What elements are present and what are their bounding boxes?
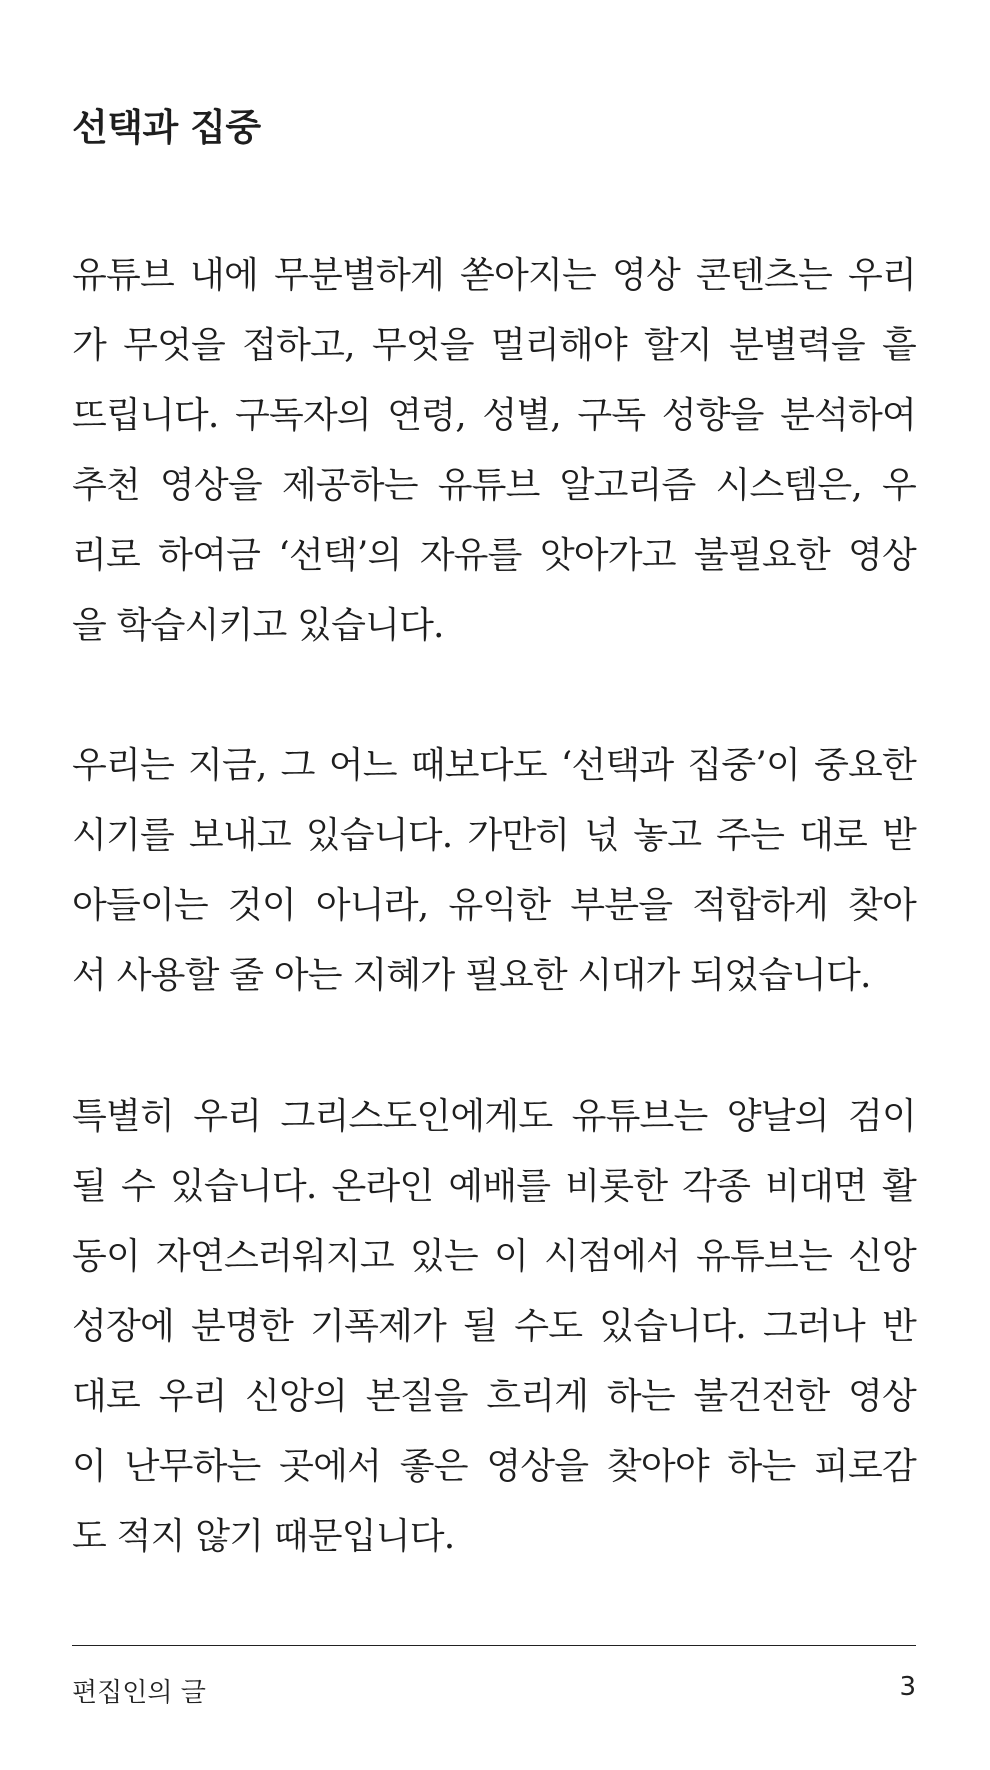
- paragraph-line: 서 사용할 줄 아는 지혜가 필요한 시대가 되었습니다.: [72, 955, 871, 996]
- paragraph-line: 이 난무하는 곳에서 좋은 영상을 찾아야 하는 피로감: [72, 1446, 916, 1487]
- paragraph-1: [72, 241, 916, 661]
- paragraph-line: 을 학습시키고 있습니다.: [72, 605, 444, 646]
- paragraph-line: 성장에 분명한 기폭제가 될 수도 있습니다. 그러나 반: [72, 1306, 916, 1347]
- paragraph-line: 특별히 우리 그리스도인에게도 유튜브는 양날의 검이: [72, 1096, 916, 1137]
- paragraph-line: 뜨립니다. 구독자의 연령, 성별, 구독 성향을 분석하여: [72, 395, 916, 436]
- footer-divider: [72, 1645, 916, 1646]
- paragraph-line: 될 수 있습니다. 온라인 예배를 비롯한 각종 비대면 활: [72, 1166, 916, 1207]
- paragraph-line: 대로 우리 신앙의 본질을 흐리게 하는 불건전한 영상: [72, 1376, 916, 1417]
- paragraph-line: 시기를 보내고 있습니다. 가만히 넋 놓고 주는 대로 받: [72, 815, 916, 856]
- paragraph-line: 유튜브 내에 무분별하게 쏟아지는 영상 콘텐츠는 우리: [72, 255, 916, 296]
- paragraph-line: 동이 자연스러워지고 있는 이 시점에서 유튜브는 신앙: [72, 1236, 916, 1277]
- paragraph-line: 리로 하여금 ‘선택’의 자유를 앗아가고 불필요한 영상: [72, 535, 916, 576]
- paragraph-2: [72, 731, 916, 1011]
- section-heading: 선택과 집중: [72, 105, 261, 149]
- footer-section-title: 편집인의 글: [72, 1678, 206, 1708]
- paragraph-line: 우리는 지금, 그 어느 때보다도 ‘선택과 집중’이 중요한: [72, 745, 916, 786]
- paragraph-line: 아들이는 것이 아니라, 유익한 부분을 적합하게 찾아: [72, 885, 916, 926]
- page-number: 3: [899, 1672, 916, 1702]
- paragraph-3: [72, 1082, 916, 1572]
- paragraph-line: 도 적지 않기 때문입니다.: [72, 1516, 455, 1557]
- paragraph-line: 추천 영상을 제공하는 유튜브 알고리즘 시스템은, 우: [72, 465, 916, 506]
- paragraph-line: 가 무엇을 접하고, 무엇을 멀리해야 할지 분별력을 흩: [72, 325, 916, 366]
